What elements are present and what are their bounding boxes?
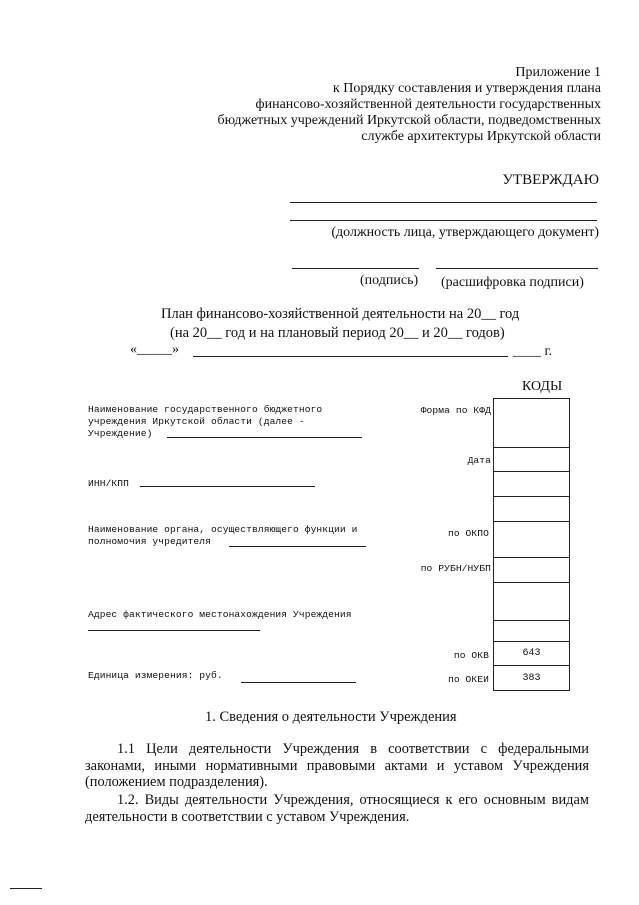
footnote-separator bbox=[10, 888, 42, 889]
decryption-line bbox=[436, 268, 598, 269]
signature-line bbox=[292, 268, 419, 269]
code-cell-okpo[interactable] bbox=[493, 522, 570, 558]
organ-name-label: Наименование органа, осуществляющего функции и полномочия учредителя bbox=[88, 524, 358, 547]
codes-table bbox=[493, 398, 570, 691]
code-cell-extra-3[interactable] bbox=[493, 583, 570, 621]
institution-name-line bbox=[167, 437, 362, 438]
appendix-line: к Порядку составления и утверждения плана bbox=[332, 81, 601, 96]
date-day: «_____» bbox=[130, 342, 179, 357]
date-year: ____ г. bbox=[513, 344, 553, 359]
position-caption: (должность лица, утверждающего документ) bbox=[331, 225, 599, 240]
okpo-label: по ОКПО bbox=[447, 528, 489, 539]
address-label: Адрес фактического местонахождения Учреждения bbox=[88, 609, 352, 620]
okei-label: по ОКЕИ bbox=[447, 674, 489, 685]
organ-name-line bbox=[229, 546, 366, 547]
code-cell-form-kfd[interactable] bbox=[493, 398, 570, 448]
appendix-line: бюджетных учреждений Иркутской области, подведомственных bbox=[217, 113, 601, 128]
code-cell-okei[interactable]: 383 bbox=[493, 666, 570, 691]
codes-header: КОДЫ bbox=[522, 379, 563, 394]
inn-kpp-label: ИНН/КПП bbox=[88, 478, 130, 489]
form-kfd-label: Форма по КФД bbox=[420, 405, 491, 416]
plan-title: План финансово-хозяйственной деятельности на 20__ год bbox=[161, 306, 520, 322]
date-month-line bbox=[193, 356, 508, 357]
code-cell-date[interactable] bbox=[493, 448, 570, 472]
inn-kpp-line bbox=[140, 486, 315, 487]
code-cell-okv[interactable]: 643 bbox=[493, 642, 570, 666]
rubn-label: по РУБН/НУБП bbox=[420, 563, 491, 574]
appendix-line: финансово-хозяйственной деятельности государственных bbox=[255, 97, 601, 112]
plan-subtitle: (на 20__ год и на плановый период 20__ и 20__ годов) bbox=[170, 325, 505, 341]
appendix-line: службе архитектуры Иркутской области bbox=[361, 129, 601, 144]
institution-name-label: Наименование государственного бюджетного учреждения Иркутской области (далее - Учреждение) bbox=[88, 404, 323, 439]
code-cell-extra-4[interactable] bbox=[493, 621, 570, 642]
code-cell-extra-2[interactable] bbox=[493, 497, 570, 522]
decryption-caption: (расшифровка подписи) bbox=[441, 275, 584, 290]
unit-label: Единица измерения: руб. bbox=[88, 670, 223, 681]
code-cell-extra-1[interactable] bbox=[493, 472, 570, 497]
section1-heading: 1. Сведения о деятельности Учреждения bbox=[205, 709, 457, 725]
section1-paragraph-1: 1.1 Цели деятельности Учреждения в соответствии с федеральными законами, иными нормативными правовыми актами и уставом Учреждения (положением подразделения). bbox=[85, 741, 589, 790]
address-line bbox=[88, 630, 260, 631]
appendix-line: Приложение 1 bbox=[515, 65, 601, 80]
code-cell-rubn[interactable] bbox=[493, 558, 570, 583]
unit-line bbox=[241, 682, 356, 683]
position-line-1 bbox=[290, 202, 597, 203]
position-line-2 bbox=[290, 220, 597, 221]
approve-label: УТВЕРЖДАЮ bbox=[502, 172, 599, 188]
okv-label: по ОКВ bbox=[453, 650, 489, 661]
date-code-label: Дата bbox=[467, 455, 491, 466]
appendix-block bbox=[141, 65, 601, 145]
signature-caption: (подпись) bbox=[360, 273, 419, 288]
section1-paragraph-2: 1.2. Виды деятельности Учреждения, относящиеся к его основным видам деятельности в соответствии с уставом Учреждения. bbox=[85, 792, 589, 825]
